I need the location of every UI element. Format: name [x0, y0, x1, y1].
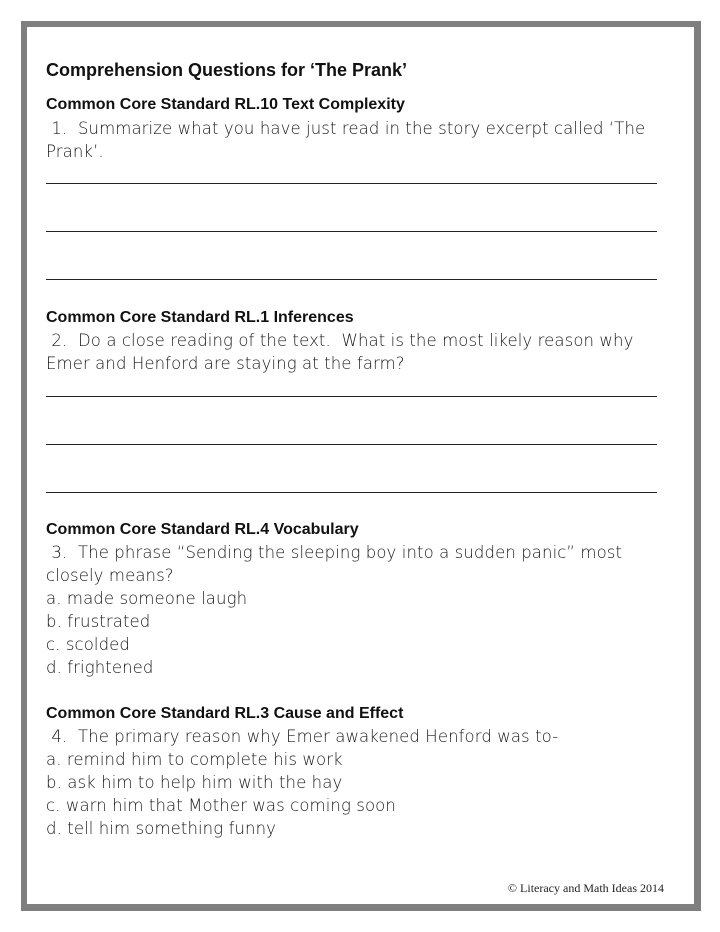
question-line: 1. Summarize what you have just read in the story excerpt called ‘The [46, 119, 646, 138]
question-4 [46, 725, 558, 840]
standard-heading-2: Common Core Standard RL.1 Inferences [46, 309, 354, 326]
answer-line[interactable] [46, 279, 657, 280]
standard-heading-4: Common Core Standard RL.3 Cause and Effect [46, 705, 404, 722]
answer-line[interactable] [46, 444, 657, 445]
answer-line[interactable] [46, 183, 657, 184]
question-line: closely means? [46, 566, 174, 585]
answer-option[interactable]: b. ask him to help him with the hay [46, 773, 343, 792]
question-line: 3. The phrase “Sending the sleeping boy into a sudden panic” most [46, 543, 623, 562]
question-line: Emer and Henford are staying at the farm? [46, 354, 405, 373]
answer-option[interactable]: d. frightened [46, 658, 154, 677]
answer-option[interactable]: a. remind him to complete his work [46, 750, 343, 769]
answer-line[interactable] [46, 492, 657, 493]
copyright: © Literacy and Math Ideas 2014 [507, 881, 664, 895]
answer-option[interactable]: c. warn him that Mother was coming soon [46, 796, 396, 815]
standard-heading-1: Common Core Standard RL.10 Text Complexity [46, 96, 405, 113]
question-line: 4. The primary reason why Emer awakened Henford was to- [46, 727, 559, 746]
page-title: Comprehension Questions for ‘The Prank’ [46, 60, 408, 80]
question-2 [46, 329, 633, 375]
question-line: Prank’. [46, 142, 104, 161]
question-line: 2. Do a close reading of the text. What is the most likely reason why [46, 331, 634, 350]
answer-option[interactable]: b. frustrated [46, 612, 151, 631]
answer-line[interactable] [46, 231, 657, 232]
standard-heading-3: Common Core Standard RL.4 Vocabulary [46, 521, 359, 538]
answer-option[interactable]: c. scolded [46, 635, 131, 654]
question-3 [46, 541, 622, 679]
answer-line[interactable] [46, 396, 657, 397]
question-1 [46, 117, 645, 163]
answer-option[interactable]: a. made someone laugh [46, 589, 248, 608]
answer-option[interactable]: d. tell him something funny [46, 819, 277, 838]
